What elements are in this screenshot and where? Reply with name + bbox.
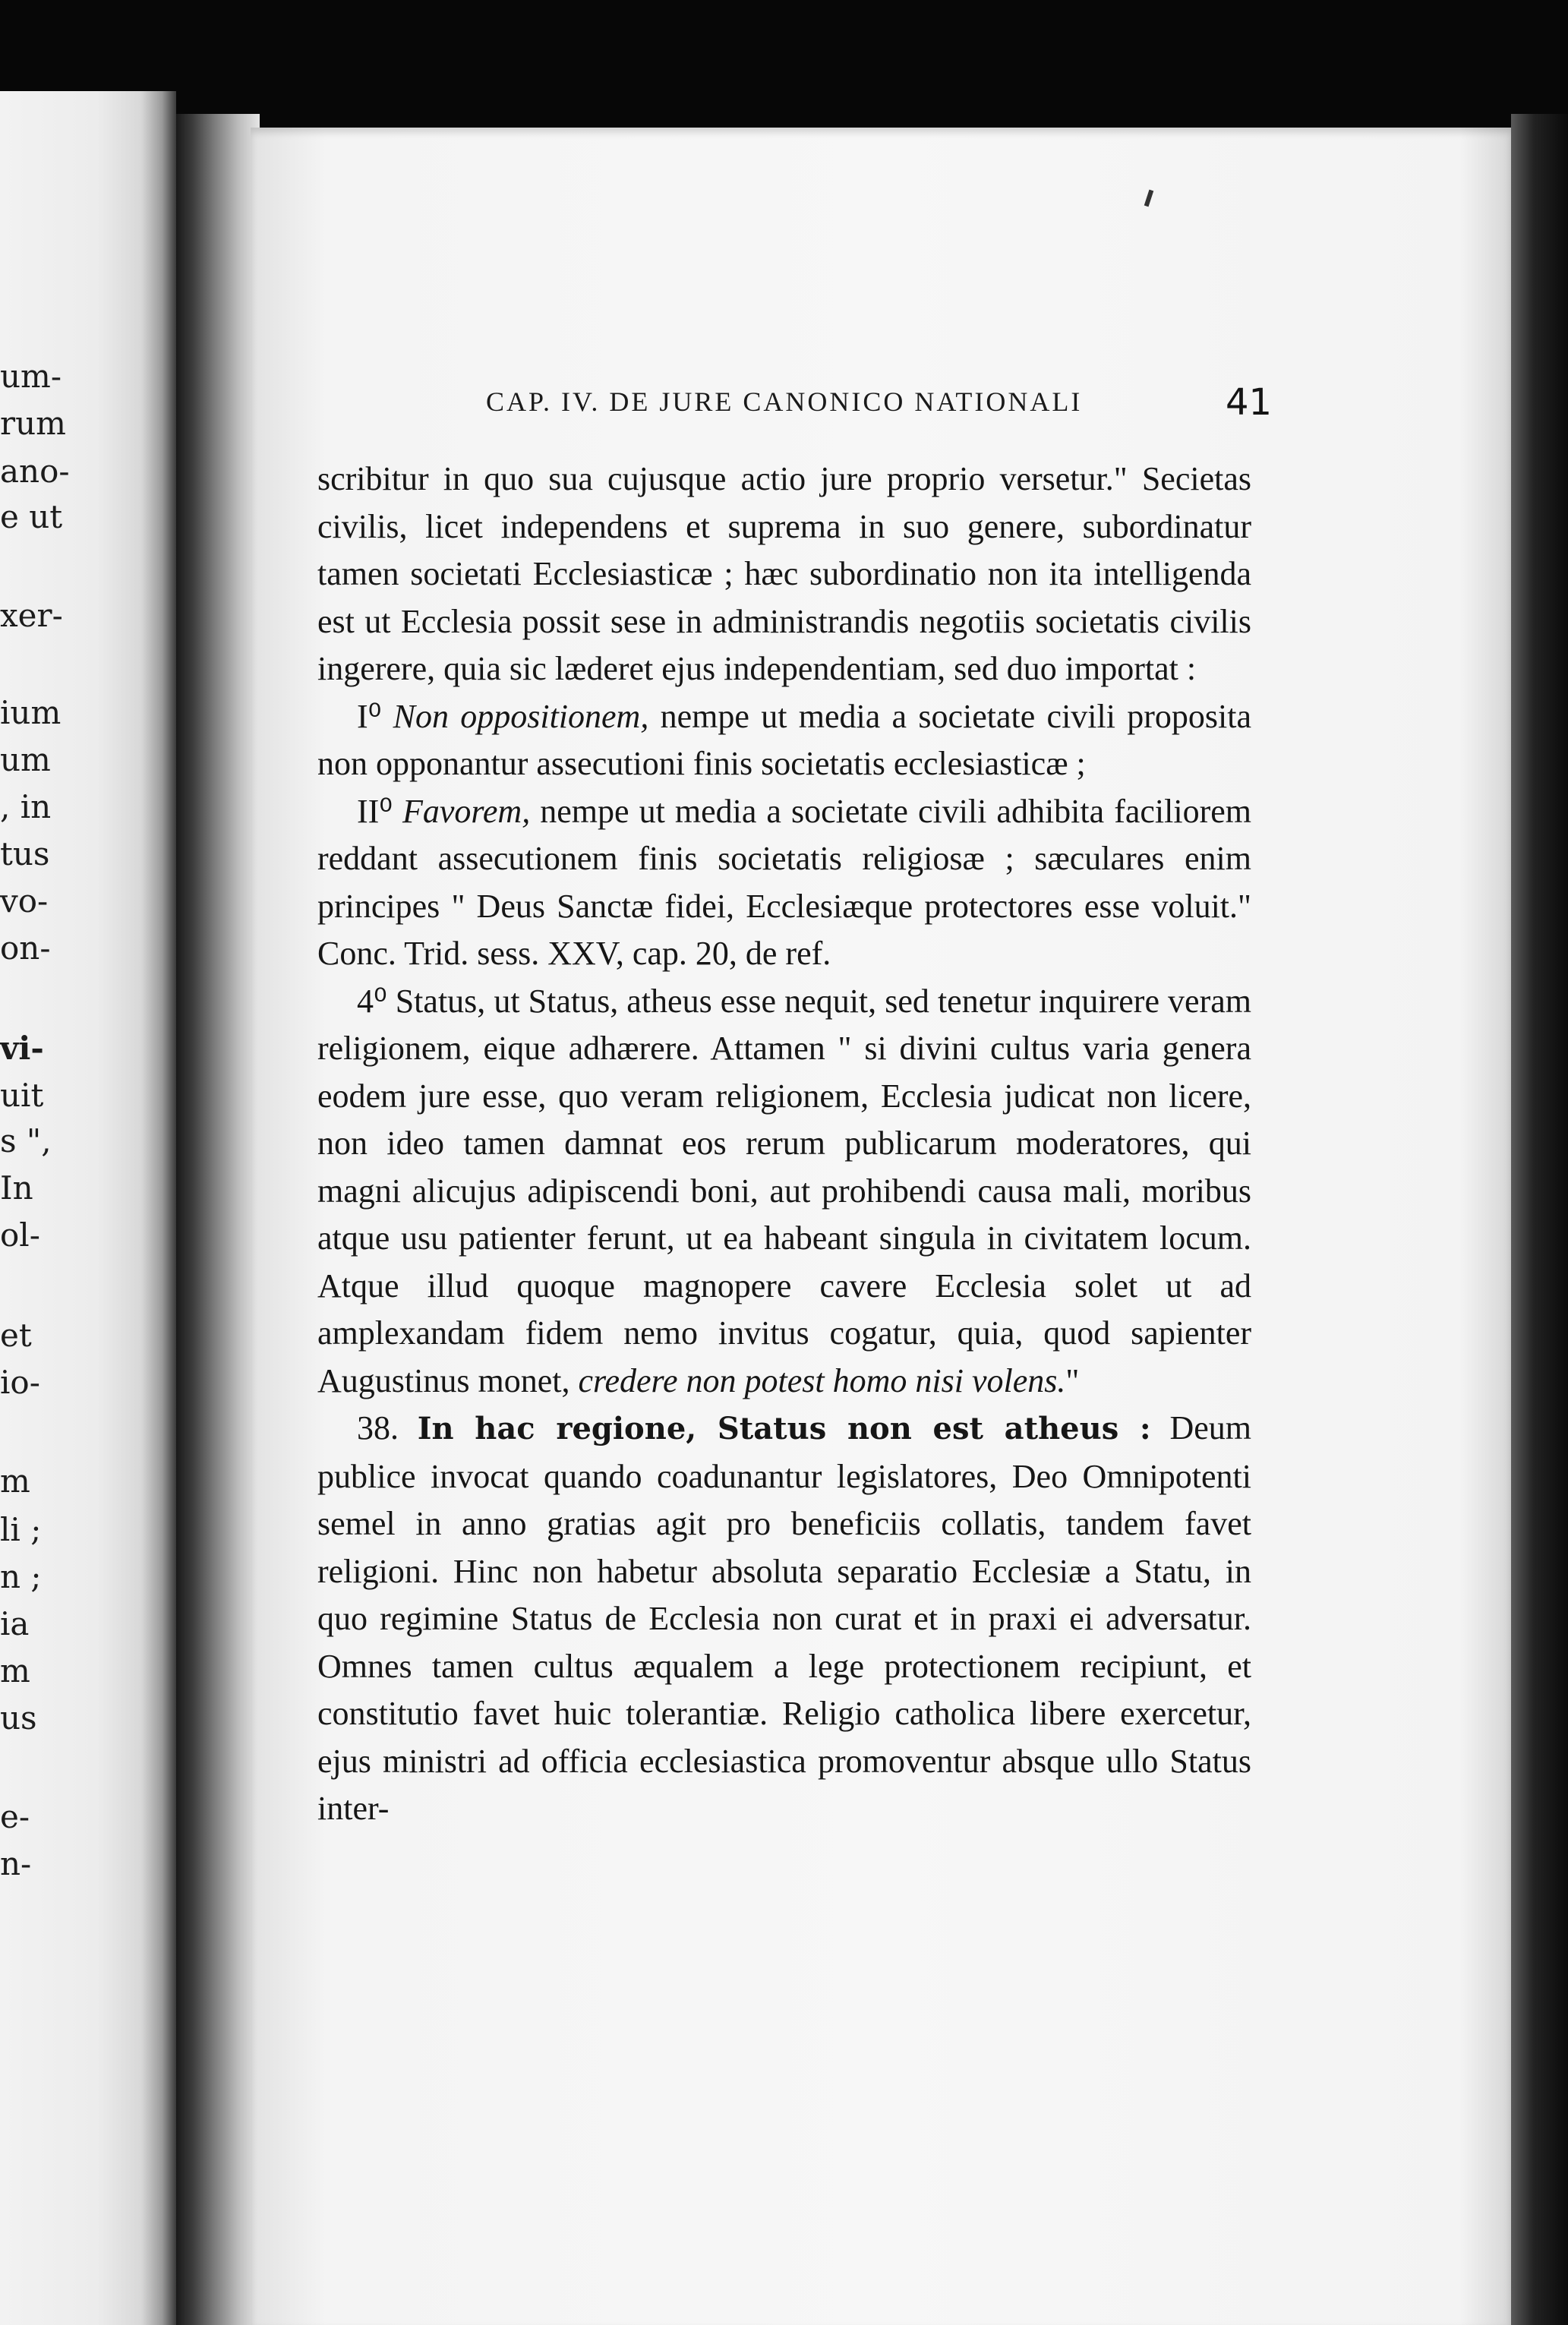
point-number: I⁰: [357, 697, 382, 735]
left-facing-page: [0, 91, 176, 2325]
left-page-fragment: us: [0, 1699, 37, 1737]
left-page-fragment: ano-: [0, 453, 70, 490]
left-page-fragment: um: [0, 741, 51, 778]
left-page-fragment: ia: [0, 1605, 30, 1642]
left-page-fragment: e ut: [0, 498, 63, 535]
left-page-fragment: io-: [0, 1364, 40, 1401]
left-page-fragment: In: [0, 1169, 33, 1207]
left-page-fragment: s ",: [0, 1122, 52, 1159]
augustine-quote-italic: credere non potest homo nisi volens.: [578, 1361, 1066, 1399]
left-page-fragment: m: [0, 1652, 30, 1689]
body-text: [317, 456, 1251, 1833]
page-edge-shadow: [1511, 114, 1568, 2325]
closing-quote: ": [1065, 1361, 1080, 1399]
section-title-bold: In hac regione, Status non est atheus :: [417, 1411, 1151, 1446]
left-page-fragment: rum: [0, 405, 66, 442]
page-number: 41: [1226, 381, 1273, 424]
section-body: Deum publice invocat quando coadunantur legislatores, Deo Omnipotenti semel in anno gratias agit pro beneficiis collatis, tandem favet religioni. Hinc non habetur absoluta separatio Ecclesiæ a Statu, in quo regimine Status de Ecclesia non curat et in praxi ei adversatur. Omnes tamen cultus æqualem a lege protectionem recipiunt, et constitutio favet huic tolerantiæ. Religio catholica libere exercetur, ejus ministri ad officia ecclesiastica promoventur absque ullo Status inter-: [317, 1409, 1252, 1827]
point-body: nempe ut media a societate civili proposita non opponantur assecutioni finis societatis ecclesiasticæ ;: [317, 697, 1252, 782]
running-head: CAP. IV. DE JURE CANONICO NATIONALI: [486, 386, 1083, 417]
left-page-fragment: e-: [0, 1798, 30, 1835]
left-page-fragment: ium: [0, 694, 62, 731]
paragraph-continuation: scribitur in quo sua cujusque actio jure proprio versetur." Secietas civilis, licet independens et suprema in suo genere, subordinatur tamen societati Ecclesiasticæ ; hæc subordinatio non ita intelligenda est ut Ecclesia possit sese in administrandis negotiis societatis civilis ingerere, quia sic læderet ejus independentiam, sed duo importat :: [317, 460, 1251, 687]
left-page-fragment: ol-: [0, 1216, 40, 1254]
point-body: Status, ut Status, atheus esse nequit, sed tenetur inquirere veram religionem, eique adhærere. Attamen " si divini cultus varia genera eodem jure esse, quo veram religionem, Ecclesia judicat non licere, non ideo tamen damnat eos rerum publicarum moderatores, qui magni alicujus adipiscendi boni, aut prohibendi causa mali, moribus atque usu patienter ferunt, ut ea habeant singula in civitatem locum. Atque illud quoque magnopere cavere Ecclesia solet ut ad amplexandam fidem nemo invitus cogatur, quia, quod sapienter Augustinus monet,: [317, 982, 1251, 1399]
left-page-fragment: et: [0, 1317, 32, 1354]
left-page-fragment: n-: [0, 1845, 32, 1882]
left-page-fragment: m: [0, 1462, 30, 1500]
section-number: 38.: [357, 1409, 399, 1446]
point-heading-italic: Non oppositionem,: [393, 697, 649, 735]
left-page-fragment: um-: [0, 358, 62, 395]
point-heading-italic: Favorem,: [402, 792, 531, 830]
paragraph-section-38: [317, 1405, 1251, 1833]
left-page-fragment: , in: [0, 788, 52, 825]
left-page-fragment: xer-: [0, 597, 63, 634]
point-number: II⁰: [357, 792, 393, 830]
left-page-fragment: uit: [0, 1077, 44, 1114]
point-number: 4⁰: [357, 982, 387, 1020]
left-page-fragment: on-: [0, 929, 51, 967]
left-page-fragment: tus: [0, 835, 50, 872]
point-body: nempe ut media a societate civili adhibita faciliorem reddant assecutionem finis societatis religiosæ ; sæculares enim principes " Deus Sanctæ fidei, Ecclesiæque protectores esse voluit." Conc. Trid. sess. XXV, cap. 20, de ref.: [317, 792, 1251, 972]
left-page-fragment: n ;: [0, 1558, 42, 1595]
left-page-fragment: vi-: [0, 1030, 44, 1067]
paragraph-point-1: [317, 693, 1251, 788]
left-page-fragment: li ;: [0, 1511, 42, 1548]
left-page-fragment: vo-: [0, 882, 49, 920]
paragraph-point-4: [317, 978, 1251, 1405]
paragraph-point-2: [317, 788, 1251, 978]
book-gutter: [176, 114, 260, 2325]
